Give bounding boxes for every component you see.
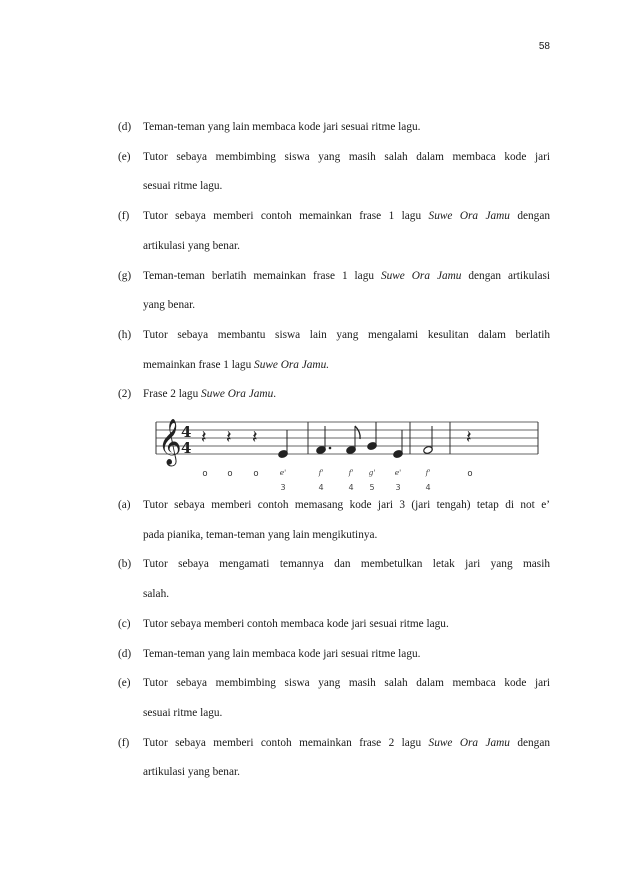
list-item-text: Tutor sebaya memberi contoh membaca kode jari sesuai ritme lagu. <box>143 617 449 630</box>
finger-open: o <box>467 469 473 479</box>
list-item-text: artikulasi yang benar. <box>143 239 240 252</box>
list-item-line <box>143 120 420 134</box>
note-dot <box>329 447 332 450</box>
list-item-text: artikulasi yang benar. <box>143 766 240 779</box>
finger-number: 4 <box>318 483 324 492</box>
treble-clef-icon: 𝄞 <box>158 419 182 465</box>
quarter-rest-icon: 𝄽 <box>466 427 472 448</box>
list-marker: (d) <box>118 121 132 133</box>
list-item-text: Tutor sebaya membimbing siswa yang masih salah dalam membaca kode jari <box>143 150 550 163</box>
list-item-text: salah. <box>143 588 170 601</box>
quarter-rest-icon: 𝄽 <box>201 427 207 448</box>
list-item-text: Teman-teman berlatih memainkan frase 1 lagu <box>143 269 381 282</box>
list-item-line <box>143 587 169 601</box>
finger-open: o <box>202 469 208 479</box>
list-item-text: Tutor sebaya memberi contoh memasang kode jari 3 (jari tengah) tetap di not e’ <box>143 499 550 511</box>
note-name: e' <box>279 468 287 477</box>
finger-number: 4 <box>348 483 354 492</box>
song-title: Suwe Ora Jamu <box>380 269 462 282</box>
list-item-line <box>143 617 449 631</box>
list-item-text: Tutor sebaya memberi contoh memainkan frase 1 lagu <box>143 210 429 223</box>
quarter-rest-icon: 𝄽 <box>226 427 232 448</box>
list-marker: (a) <box>118 499 131 511</box>
list-item-line <box>143 358 329 372</box>
list-item-line <box>143 676 550 690</box>
list-item-line <box>143 298 195 312</box>
list-item-line <box>143 706 222 720</box>
song-title: Suwe Ora Jamu. <box>254 358 330 371</box>
finger-open: o <box>253 469 259 479</box>
quarter-rest-icon: 𝄽 <box>252 427 258 448</box>
time-signature-bottom: 4 <box>181 439 192 457</box>
list-item-line <box>143 179 222 193</box>
list-item-text: dengan <box>509 210 550 223</box>
list-item-text: . <box>273 388 277 401</box>
list-marker: (f) <box>118 210 130 223</box>
note-name: f' <box>318 468 324 477</box>
note-name: f' <box>425 468 431 477</box>
finger-number: 5 <box>369 483 375 492</box>
finger-number: 3 <box>395 483 401 492</box>
list-item-line <box>143 387 276 401</box>
list-item-line <box>143 765 240 779</box>
finger-number: 4 <box>425 483 431 492</box>
list-item-line <box>143 498 550 512</box>
list-item-text: dengan artikulasi <box>461 269 551 282</box>
list-item-text: dengan <box>509 736 550 749</box>
note-name: g' <box>368 468 376 477</box>
list-marker: (c) <box>118 617 131 630</box>
list-item-text: sesuai ritme lagu. <box>143 706 223 719</box>
music-score-phrase-2 <box>150 412 540 498</box>
list-marker: (b) <box>118 558 132 571</box>
note-name: e' <box>394 468 402 477</box>
list-item-line <box>143 328 550 342</box>
list-item-text: Tutor sebaya mengamati temannya dan membetulkan letak jari yang masih <box>143 558 550 571</box>
list-item-text: pada pianika, teman-teman yang lain mengikutinya. <box>143 528 378 541</box>
list-marker: (h) <box>118 328 132 341</box>
list-item-line <box>143 269 550 283</box>
list-item-text: Tutor sebaya membantu siswa lain yang mengalami kesulitan dalam berlatih <box>143 328 550 341</box>
list-item-text: Teman-teman yang lain membaca kode jari sesuai ritme lagu. <box>143 647 421 660</box>
song-title: Suwe Ora Jamu <box>428 210 510 223</box>
finger-number: 3 <box>280 483 286 492</box>
list-item-line <box>143 528 377 542</box>
note-name: f' <box>348 468 354 477</box>
list-item-text: Tutor sebaya membimbing siswa yang masih salah dalam membaca kode jari <box>143 677 550 690</box>
time-signature-top: 4 <box>181 423 192 441</box>
list-marker: (f) <box>118 736 130 749</box>
list-item-text: yang benar. <box>143 299 196 312</box>
list-marker: (g) <box>118 269 132 282</box>
list-item-text: memainkan frase 1 lagu <box>143 358 255 371</box>
list-item-text: Tutor sebaya memberi contoh memainkan frase 2 lagu <box>143 736 429 749</box>
note-flag <box>355 426 360 439</box>
list-item-text: Teman-teman yang lain membaca kode jari sesuai ritme lagu. <box>143 121 421 133</box>
list-marker: (2) <box>118 388 132 401</box>
list-item-line <box>143 150 550 164</box>
list-marker: (e) <box>118 150 131 163</box>
list-item-line <box>143 209 550 223</box>
list-marker: (e) <box>118 677 131 690</box>
list-item-text: sesuai ritme lagu. <box>143 180 223 193</box>
list-item-text: Frase 2 lagu <box>143 388 202 401</box>
list-item-line <box>143 736 550 750</box>
page-number: 58 <box>538 41 550 52</box>
list-marker: (d) <box>118 647 132 660</box>
song-title: Suwe Ora Jamu <box>201 388 274 401</box>
song-title: Suwe Ora Jamu <box>428 736 510 749</box>
list-item-line <box>143 239 240 253</box>
list-item-line <box>143 647 420 661</box>
list-item-line <box>143 557 550 571</box>
finger-open: o <box>227 469 233 479</box>
